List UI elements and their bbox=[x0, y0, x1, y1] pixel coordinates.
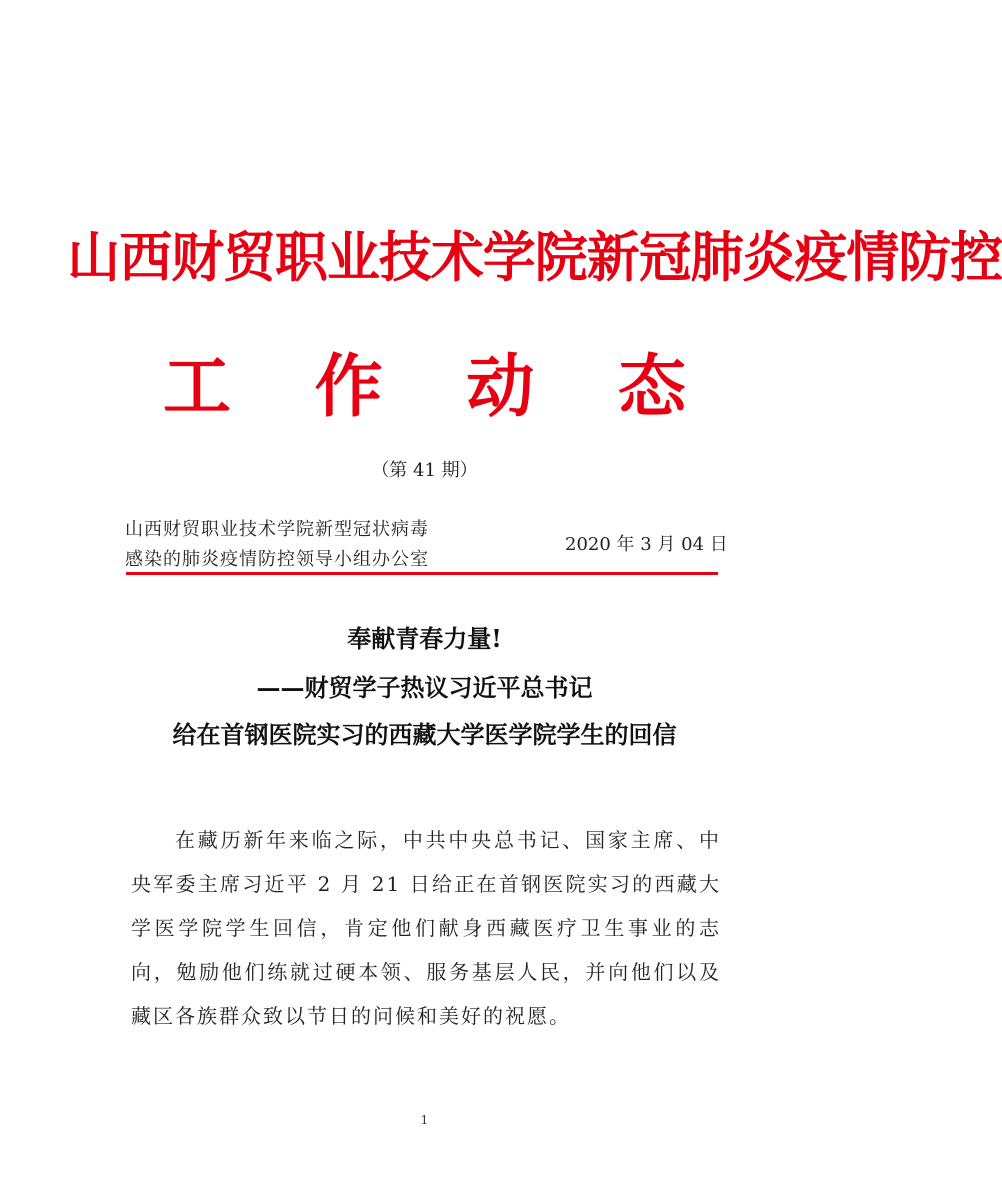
masthead-subtitle: 工 作 动 态 bbox=[162, 347, 717, 427]
header-divider bbox=[126, 572, 718, 575]
issuer-line-1: 山西财贸职业技术学院新型冠状病毒 bbox=[125, 519, 429, 540]
article-title-line-2: ——财贸学子热议习近平总书记 bbox=[256, 673, 593, 702]
article-title-line-1: 奉献青春力量! bbox=[347, 624, 502, 653]
article-paragraph: 在藏历新年来临之际，中共中央总书记、国家主席、中央军委主席习近平 2 月 21 日给正在首钢医院实习的西藏大学医学院学生回信，肯定他们献身西藏医疗卫生事业的志向，勉励他们练就过硬本领、服务基层人民，并向他们以及藏区各族群众致以节日的问候和美好的祝愿。 bbox=[131, 828, 721, 1028]
issuer-line-2: 感染的肺炎疫情防控领导小组办公室 bbox=[125, 549, 429, 570]
article-title-line-3: 给在首钢医院实习的西藏大学医学院学生的回信 bbox=[172, 720, 677, 749]
issue-date: 2020 年 3 月 04 日 bbox=[565, 534, 728, 555]
issuer-block bbox=[125, 515, 429, 575]
page-number: 1 bbox=[420, 1113, 429, 1127]
masthead-title: 山西财贸职业技术学院新冠肺炎疫情防控 bbox=[67, 226, 1002, 289]
issue-number: （第 41 期） bbox=[371, 460, 478, 481]
